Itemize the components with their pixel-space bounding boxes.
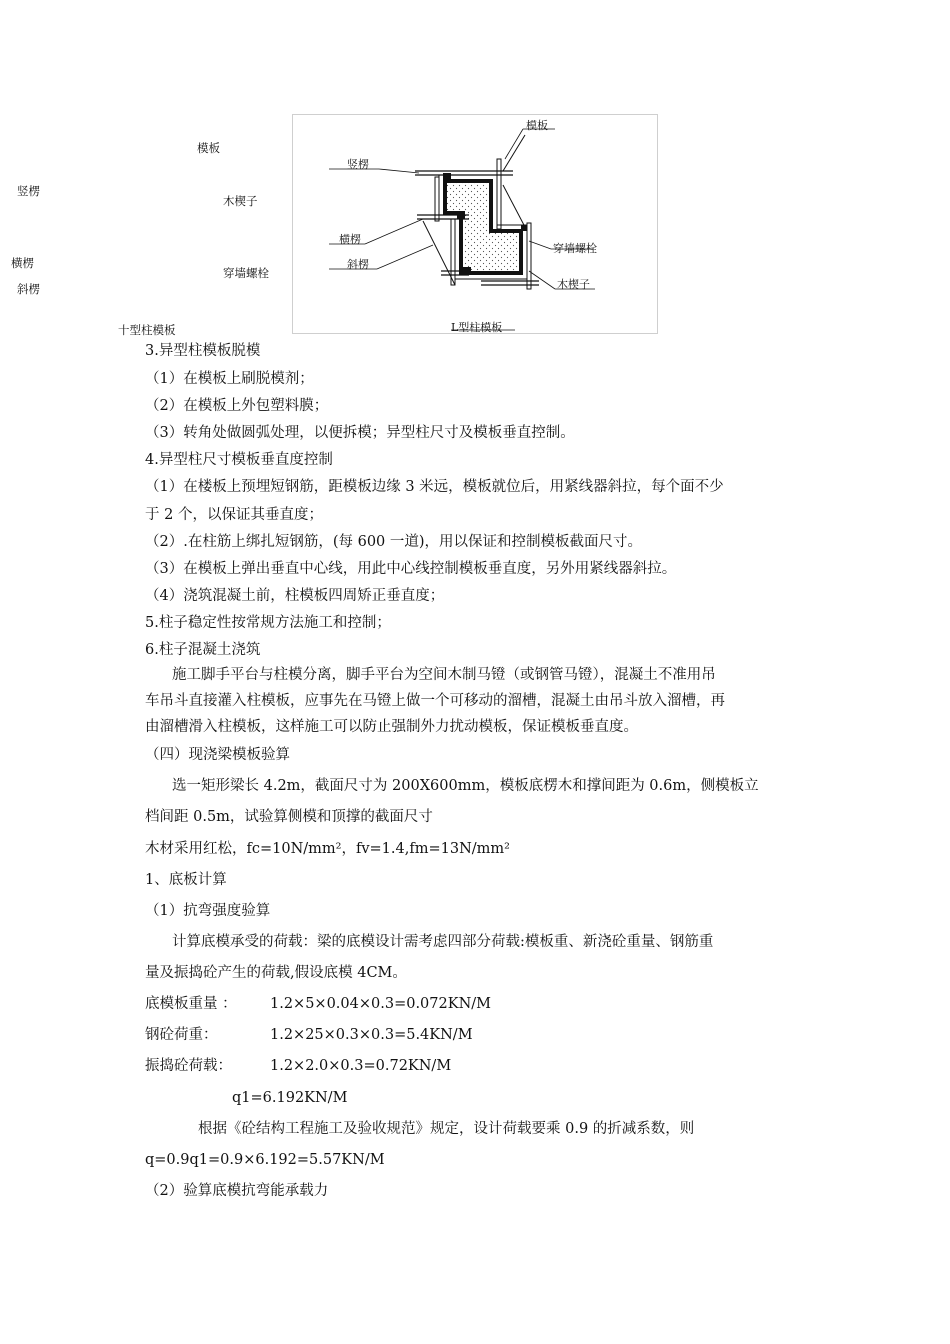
text-line: 由溜槽滑入柱模板，这样施工可以防止强制外力扰动模板，保证模板垂直度。 bbox=[145, 719, 638, 735]
text-line: 计算底模承受的荷载：梁的底模设计需考虑四部分荷载:模板重、新浇砼重量、钢筋重 bbox=[172, 934, 714, 950]
cross-label-wood-wedge: 木楔子 bbox=[223, 194, 258, 208]
cross-label-horizontal-batten: 横楞 bbox=[11, 256, 34, 270]
text-line: （4）浇筑混凝土前，柱模板四周矫正垂直度； bbox=[145, 588, 445, 604]
l-label-diagonal-batten: 斜楞 bbox=[347, 258, 369, 271]
text-line: 车吊斗直接灌入柱模板，应事先在马镫上做一个可移动的溜槽，混凝土由吊斗放入溜槽，再 bbox=[145, 693, 725, 709]
text-line: （2）在模板上外包塑料膜； bbox=[145, 398, 329, 414]
load-value: 1.2×2.0×0.3=0.72KN/M bbox=[270, 1058, 452, 1074]
text-line: （1）在楼板上预埋短钢筋，距模板边缘 3 米远，模板就位后，用紧线器斜拉，每个面不少 bbox=[145, 479, 724, 495]
diagonal-batten bbox=[423, 221, 455, 285]
l-column-drawing bbox=[293, 115, 659, 335]
heading-3-demolding: 3.异型柱模板脱模 bbox=[145, 343, 261, 359]
heading-bearing-check: （2）验算底模抗弯能承载力 bbox=[145, 1183, 329, 1199]
heading-bottom-plate: 1、底板计算 bbox=[145, 872, 227, 888]
text-line: （1）在模板上刷脱模剂； bbox=[145, 371, 314, 387]
cross-label-template: 模板 bbox=[197, 141, 220, 155]
vertical-batten bbox=[497, 159, 501, 229]
heading-5-stability: 5.柱子稳定性按常规方法施工和控制； bbox=[145, 615, 391, 631]
load-label: 钢砼荷重： bbox=[145, 1027, 218, 1043]
text-line: q=0.9q1=0.9×6.192=5.57KN/M bbox=[145, 1152, 385, 1168]
load-label: 振捣砼荷载： bbox=[145, 1058, 232, 1074]
l-label-wood-wedge: 木楔子 bbox=[557, 278, 590, 291]
load-value: 1.2×25×0.3×0.3=5.4KN/M bbox=[270, 1027, 473, 1043]
text-line: 施工脚手平台与柱模分离，脚手平台为空间木制马镫（或钢管马镫），混凝土不准用吊 bbox=[172, 667, 716, 683]
text-line: 量及振捣砼产生的荷载,假设底模 4CM。 bbox=[145, 965, 407, 981]
heading-bending-check: （1）抗弯强度验算 bbox=[145, 903, 271, 919]
load-label: 底模板重量 ： bbox=[145, 996, 237, 1012]
l-figure-caption: L型柱模板 bbox=[451, 321, 503, 334]
cross-label-diagonal-batten: 斜楞 bbox=[17, 282, 40, 296]
cross-figure-caption: 十型柱模板 bbox=[118, 323, 176, 337]
text-line: 选一矩形梁长 4.2m，截面尺寸为 200X600mm，模板底楞木和撑间距为 0.6m，侧模板立 bbox=[172, 778, 759, 794]
load-total: q1=6.192KN/M bbox=[232, 1090, 348, 1106]
text-line: 木材采用红松，fc=10N/mm²，fv=1.4,fm=13N/mm² bbox=[145, 841, 510, 857]
text-line: （3）在模板上弹出垂直中心线，用此中心线控制模板垂直度，另外用紧线器斜拉。 bbox=[145, 561, 677, 577]
load-value: 1.2×5×0.04×0.3=0.072KN/M bbox=[270, 996, 491, 1012]
l-label-vertical-batten: 竖楞 bbox=[347, 158, 369, 171]
text-line: （3）转角处做圆弧处理，以便拆模；异型柱尺寸及模板垂直控制。 bbox=[145, 425, 575, 441]
heading-beam-check: （四）现浇梁模板验算 bbox=[145, 747, 290, 763]
text-line: 于 2 个，以保证其垂直度； bbox=[145, 507, 323, 523]
l-column-figure bbox=[292, 114, 658, 334]
text-line: 根据《砼结构工程施工及验收规范》规定，设计荷载要乘 0.9 的折减系数，则 bbox=[198, 1121, 695, 1137]
l-label-wall-bolt: 穿墙螺栓 bbox=[553, 242, 597, 255]
l-label-horizontal-batten: 横楞 bbox=[339, 233, 361, 246]
text-line: 档间距 0.5m，试验算侧模和顶撑的截面尺寸 bbox=[145, 809, 433, 825]
text-line: （2）.在柱筋上绑扎短钢筋，(每 600 一道)，用以保证和控制模板截面尺寸。 bbox=[145, 534, 643, 550]
heading-6-pouring: 6.柱子混凝土浇筑 bbox=[145, 642, 261, 658]
l-label-template: 模板 bbox=[526, 119, 548, 132]
cross-label-vertical-batten: 竖楞 bbox=[17, 184, 40, 198]
cross-label-wall-bolt: 穿墙螺栓 bbox=[223, 266, 269, 280]
concrete-section bbox=[445, 181, 521, 273]
heading-4-verticality: 4.异型柱尺寸模板垂直度控制 bbox=[145, 452, 333, 468]
